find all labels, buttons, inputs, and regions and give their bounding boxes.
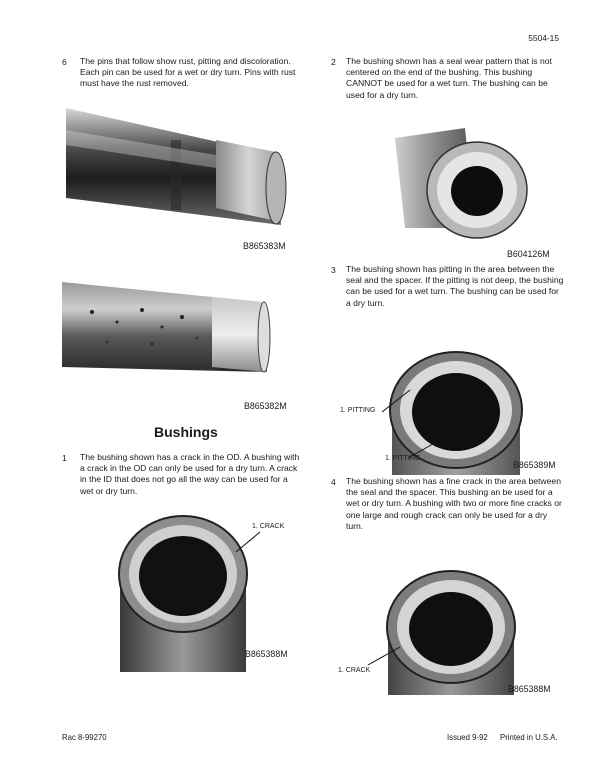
pin-rust-photo-1 [66, 100, 298, 240]
footer-doc-number: Rac 8-99270 [62, 733, 107, 742]
photo1-caption: B865383M [243, 241, 286, 251]
section-heading-bushings: Bushings [154, 424, 218, 440]
item-number-2: 2 [331, 57, 336, 67]
item1-text: The bushing shown has a crack in the OD. A bushing with a crack in the OD can only be used for a dry turn. A crack in the ID that does not go all the way can be used for a wet or dry turn. [80, 452, 300, 496]
page-number: 5504-15 [528, 33, 559, 43]
pin-pitting-photo-2 [62, 272, 280, 382]
item6-text: The pins that follow show rust, pitting and discoloration. Each pin can be used for a wet or dry turn. Pins with rust must have the rust removed. [80, 56, 296, 89]
item-number-3: 3 [331, 265, 336, 275]
item2-text: The bushing shown has a seal wear pattern that is not centered on the end of the bushing. This bushing CANNOT be used for a wet turn. The bushing can be used for a dry turn. [346, 56, 552, 100]
item-number-6: 6 [62, 57, 67, 67]
bushing-seal-wear-photo-4 [385, 118, 535, 248]
footer-printed: Printed in U.S.A. [500, 733, 558, 742]
footer-issued: Issued 9-92 [447, 733, 488, 742]
item4-text: The bushing shown has a fine crack in the area between the seal and the spacer. This bushing an be used for a wet or dry turn. A bushing with two or more fine cracks or one large and rough crack can only be used for a dry turn. [346, 476, 562, 531]
photo6-caption: B865388M [508, 684, 551, 694]
photo6-label-crack: 1. CRACK [338, 667, 371, 674]
item-number-1: 1 [62, 453, 67, 463]
photo5-label-pitting-top: 1. PITTING [340, 407, 376, 414]
photo3-label-crack: 1. CRACK [252, 523, 285, 530]
bushing-fine-crack-photo-6 [360, 565, 540, 695]
photo2-caption: B865382M [244, 401, 287, 411]
photo5-label-pitting-bottom: 1. PITTING [385, 455, 421, 462]
item3-text: The bushing shown has pitting in the area between the seal and the spacer. If the pitting is not deep, the bushing can be used for a wet turn. The bushing can be used for a dry turn. [346, 264, 564, 308]
photo4-caption: B604126M [507, 249, 550, 259]
photo5-caption: B865389M [513, 460, 556, 470]
item-number-4: 4 [331, 477, 336, 487]
bushing-crack-photo-3 [112, 512, 292, 672]
photo3-caption: B865388M [245, 649, 288, 659]
